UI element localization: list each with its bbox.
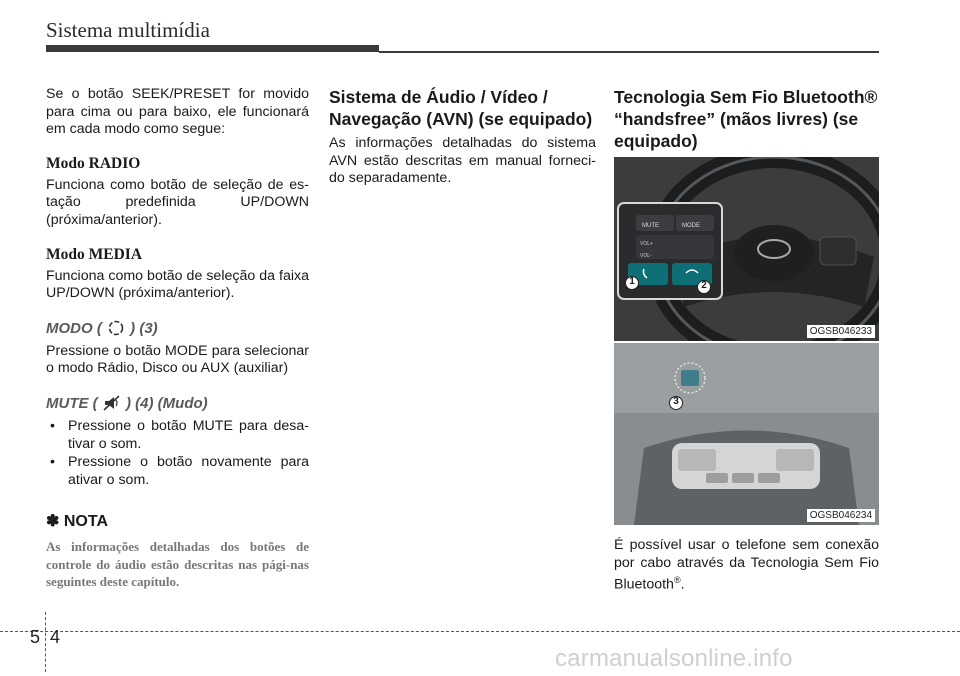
- svg-text:VOL-: VOL-: [640, 253, 652, 259]
- callout-label-2: 2: [701, 280, 707, 291]
- media-text: Funciona como botão de seleção da faixa UP/DOWN (próxima/anterior).: [46, 267, 309, 302]
- mode-heading-pre: MODO (: [46, 319, 102, 337]
- figure-caption-1: OGSB046233: [807, 325, 875, 338]
- mute-heading: [46, 394, 309, 412]
- header-rule-thick: [46, 45, 379, 52]
- header-rule-thin: [379, 51, 879, 53]
- mute-speaker-icon: [102, 394, 122, 412]
- overhead-console-figure: [614, 343, 879, 525]
- registered-mark: ®: [673, 575, 681, 586]
- note-title: ✽ NOTA: [46, 513, 108, 531]
- radio-text: Funciona como botão de seleção de es-tação predefinida UP/DOWN (próxima/anterior).: [46, 176, 309, 228]
- watermark: carmanualsonline.info: [555, 645, 793, 672]
- callout-label-3: 3: [673, 396, 679, 407]
- radio-heading: Modo RADIO: [46, 154, 141, 172]
- figure-caption-2: OGSB046234: [807, 509, 875, 522]
- page-number: 4: [50, 627, 61, 647]
- column-left: [46, 86, 309, 591]
- mute-bullet-2: Pressione o botão novamente para ativar o som.: [68, 454, 309, 488]
- bluetooth-heading: Tecnologia Sem Fio Bluetooth® “handsfree” (mãos livres) (se equipado): [614, 87, 878, 151]
- overhead-console-illustration: [614, 343, 879, 525]
- column-middle: [329, 86, 596, 188]
- media-heading: Modo MEDIA: [46, 245, 143, 263]
- mode-heading: [46, 319, 309, 337]
- avn-text: As informações detalhadas do sistema AVN estão descritas em manual forneci-do separadamente.: [329, 135, 596, 187]
- page-chapter-number: 5: [30, 627, 41, 647]
- mute-heading-post: ) (4) (Mudo): [126, 394, 208, 412]
- note-text: As informações detalhadas dos botões de controle do áudio estão descritas nas pági-nas seguintes deste capítulo.: [46, 539, 309, 590]
- running-header: Sistema multimídia: [46, 18, 210, 42]
- mode-heading-post: ) (3): [130, 319, 158, 337]
- steering-wheel-figure: [614, 157, 879, 341]
- svg-text:MODE: MODE: [682, 223, 700, 229]
- bluetooth-text-end: .: [680, 576, 685, 593]
- avn-heading: Sistema de Áudio / Vídeo / Navegação (AVN) (se equipado): [329, 87, 593, 129]
- svg-text:VOL+: VOL+: [640, 241, 653, 247]
- mute-bullet-1: Pressione o botão MUTE para desa-tivar o som.: [68, 417, 309, 452]
- list-item: • Pressione o botão novamente para ativar o som.: [50, 454, 309, 488]
- svg-text:MUTE: MUTE: [642, 223, 659, 229]
- mute-heading-pre: MUTE (: [46, 394, 98, 412]
- mode-text: Pressione o botão MODE para selecionar o modo Rádio, Disco ou AUX (auxiliar): [46, 342, 309, 377]
- mute-bullet-list: [46, 418, 309, 489]
- bluetooth-text-main: É possível usar o telefone sem conexão por cabo através da Tecnologia Sem Fio Bluetooth: [614, 537, 879, 593]
- mode-icon: [106, 319, 126, 337]
- column-right: [614, 86, 879, 595]
- callout-label-1: 1: [629, 276, 635, 287]
- footer-dashed-divider: [45, 612, 46, 672]
- steering-wheel-illustration: [614, 157, 879, 341]
- list-item: • Pressione o botão MUTE para desa-tivar o som.: [50, 417, 309, 452]
- intro-paragraph: Se o botão SEEK/PRESET for movido para cima ou para baixo, ele funcionará em cada modo como segue:: [46, 86, 309, 138]
- footer-dashed-rule: [0, 631, 960, 632]
- bluetooth-text: [614, 537, 879, 595]
